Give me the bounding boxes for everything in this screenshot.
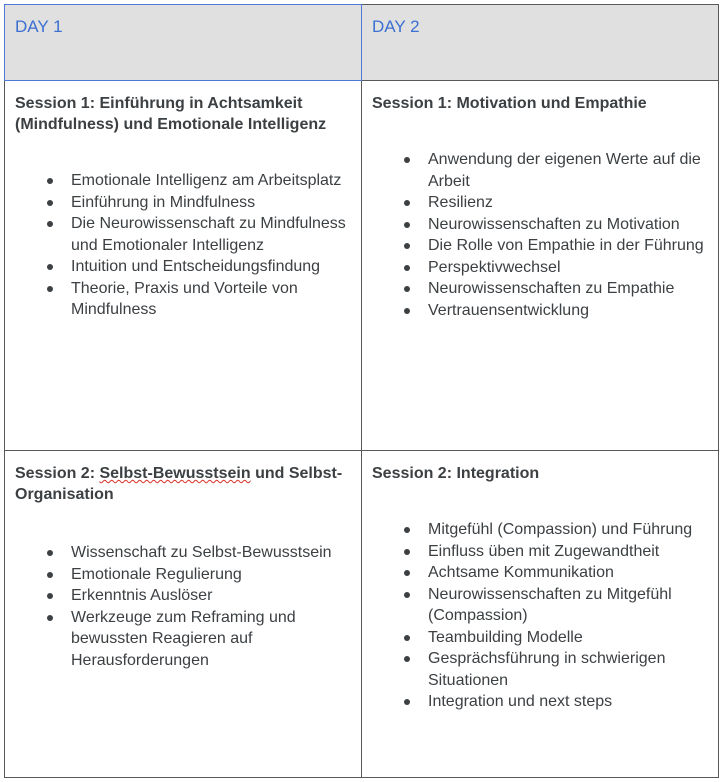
session1-row: [5, 81, 719, 451]
bullet-icon: [404, 286, 410, 292]
bullet-icon: [47, 178, 53, 184]
list-item: Wissenschaft zu Selbst-Bewusstsein: [15, 542, 353, 564]
bullet-icon: [404, 656, 410, 662]
list-item: Erkenntnis Auslöser: [15, 585, 353, 607]
list-item: Werkzeuge zum Reframing und bewussten Reagieren auf Herausforderungen: [15, 607, 353, 672]
day2-header-cell[interactable]: [362, 5, 719, 81]
list-item: Einführung in Mindfulness: [15, 192, 353, 214]
day2-session2-title: Session 2: Integration: [372, 465, 540, 482]
day2-session2-list: [372, 519, 710, 713]
list-item: Die Neurowissenschaft zu Mindfulness und Emotionaler Intelligenz: [15, 213, 353, 256]
list-item: Achtsame Kommunikation: [372, 562, 710, 584]
bullet-icon: [404, 243, 410, 249]
list-item: Integration und next steps: [372, 691, 710, 713]
day1-session2-title: Session 2: Selbst-Bewusstsein und Selbst-Organisation: [15, 465, 343, 503]
agenda-table: [4, 4, 719, 778]
bullet-icon: [404, 699, 410, 705]
session2-row: [5, 451, 719, 778]
day2-session2-cell[interactable]: [362, 451, 719, 778]
day1-header-cell[interactable]: [5, 5, 362, 81]
day1-session1-cell[interactable]: [5, 81, 362, 451]
day1-session2-cell[interactable]: [5, 451, 362, 778]
list-item: Intuition und Entscheidungsfindung: [15, 256, 353, 278]
spellcheck-underlined-word: Selbst-Bewusstsein: [99, 465, 251, 482]
bullet-icon: [404, 157, 410, 163]
list-item: Gesprächsführung in schwierigen Situationen: [372, 648, 710, 691]
list-item: Emotionale Regulierung: [15, 564, 353, 586]
bullet-icon: [404, 527, 410, 533]
bullet-icon: [404, 549, 410, 555]
list-item: Teambuilding Modelle: [372, 627, 710, 649]
bullet-icon: [47, 572, 53, 578]
day2-label: DAY 2: [372, 17, 420, 36]
day2-session1-title: Session 1: Motivation und Empathie: [372, 95, 647, 112]
header-row: [5, 5, 719, 81]
list-item: Neurowissenschaften zu Mitgefühl (Compassion): [372, 584, 710, 627]
bullet-icon: [47, 200, 53, 206]
day1-session1-list: [15, 170, 353, 321]
bullet-icon: [47, 550, 53, 556]
day1-session2-list: [15, 542, 353, 671]
bullet-icon: [404, 265, 410, 271]
list-item: Emotionale Intelligenz am Arbeitsplatz: [15, 170, 353, 192]
bullet-icon: [47, 264, 53, 270]
bullet-icon: [47, 221, 53, 227]
bullet-icon: [47, 593, 53, 599]
day1-label: DAY 1: [15, 17, 63, 36]
bullet-icon: [404, 308, 410, 314]
bullet-icon: [404, 222, 410, 228]
list-item: Neurowissenschaften zu Motivation: [372, 214, 710, 236]
bullet-icon: [404, 635, 410, 641]
day1-session1-title: Session 1: Einführung in Achtsamkeit (Mindfulness) und Emotionale Intelligenz: [15, 95, 327, 133]
bullet-icon: [47, 286, 53, 292]
list-item: Resilienz: [372, 192, 710, 214]
bullet-icon: [404, 592, 410, 598]
list-item: Perspektivwechsel: [372, 257, 710, 279]
list-item: Mitgefühl (Compassion) und Führung: [372, 519, 710, 541]
list-item: Theorie, Praxis und Vorteile von Mindfulness: [15, 278, 353, 321]
list-item: Neurowissenschaften zu Empathie: [372, 278, 710, 300]
bullet-icon: [404, 200, 410, 206]
list-item: Die Rolle von Empathie in der Führung: [372, 235, 710, 257]
day2-session1-cell[interactable]: [362, 81, 719, 451]
day2-session1-list: [372, 149, 710, 321]
list-item: Anwendung der eigenen Werte auf die Arbeit: [372, 149, 710, 192]
bullet-icon: [404, 570, 410, 576]
list-item: Vertrauensentwicklung: [372, 300, 710, 322]
bullet-icon: [47, 615, 53, 621]
list-item: Einfluss üben mit Zugewandtheit: [372, 541, 710, 563]
